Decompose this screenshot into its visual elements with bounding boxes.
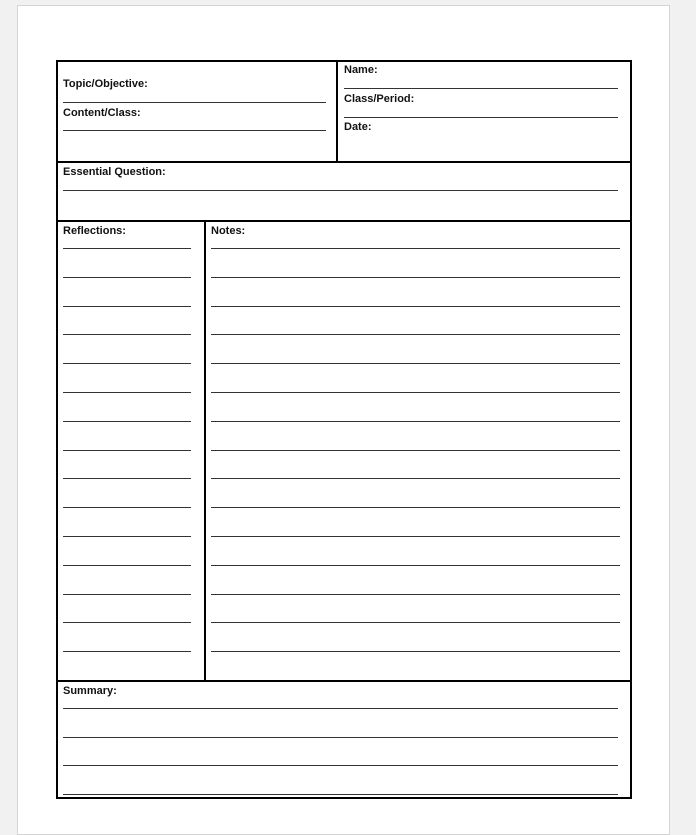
notes-line[interactable] — [211, 334, 620, 335]
name-line[interactable] — [344, 88, 618, 89]
essential-divider — [56, 220, 632, 222]
summary-label: Summary: — [63, 685, 117, 697]
reflections-label: Reflections: — [63, 225, 126, 237]
reflection-line[interactable] — [63, 363, 191, 364]
notes-line[interactable] — [211, 507, 620, 508]
topic-objective-line[interactable] — [63, 102, 326, 103]
summary-line[interactable] — [63, 737, 618, 738]
notes-line[interactable] — [211, 277, 620, 278]
reflection-line[interactable] — [63, 334, 191, 335]
name-label: Name: — [344, 64, 378, 76]
content-class-label: Content/Class: — [63, 107, 141, 119]
reflection-line[interactable] — [63, 248, 191, 249]
reflection-line[interactable] — [63, 565, 191, 566]
notes-line[interactable] — [211, 421, 620, 422]
notes-line[interactable] — [211, 363, 620, 364]
notes-line[interactable] — [211, 478, 620, 479]
class-period-label: Class/Period: — [344, 93, 415, 105]
notes-line[interactable] — [211, 248, 620, 249]
reflection-line[interactable] — [63, 421, 191, 422]
notes-line[interactable] — [211, 392, 620, 393]
notes-line[interactable] — [211, 450, 620, 451]
header-column-divider — [336, 60, 338, 162]
essential-question-label: Essential Question: — [63, 166, 166, 178]
reflection-line[interactable] — [63, 450, 191, 451]
notes-line[interactable] — [211, 306, 620, 307]
reflection-line[interactable] — [63, 478, 191, 479]
summary-line[interactable] — [63, 794, 618, 795]
essential-question-line[interactable] — [63, 190, 618, 191]
reflection-line[interactable] — [63, 507, 191, 508]
reflection-line[interactable] — [63, 306, 191, 307]
reflection-line[interactable] — [63, 651, 191, 652]
summary-line[interactable] — [63, 708, 618, 709]
notes-line[interactable] — [211, 594, 620, 595]
class-period-line[interactable] — [344, 117, 618, 118]
summary-divider — [56, 680, 632, 682]
summary-line[interactable] — [63, 765, 618, 766]
content-class-line[interactable] — [63, 130, 326, 131]
reflection-line[interactable] — [63, 594, 191, 595]
header-divider — [56, 161, 632, 163]
date-label: Date: — [344, 121, 372, 133]
reflection-line[interactable] — [63, 622, 191, 623]
topic-objective-label: Topic/Objective: — [63, 78, 148, 90]
reflection-line[interactable] — [63, 536, 191, 537]
reflection-line[interactable] — [63, 277, 191, 278]
notes-column-divider — [204, 221, 206, 681]
reflection-line[interactable] — [63, 392, 191, 393]
notes-line[interactable] — [211, 622, 620, 623]
notes-line[interactable] — [211, 536, 620, 537]
notes-line[interactable] — [211, 565, 620, 566]
notes-label: Notes: — [211, 225, 246, 237]
notes-line[interactable] — [211, 651, 620, 652]
